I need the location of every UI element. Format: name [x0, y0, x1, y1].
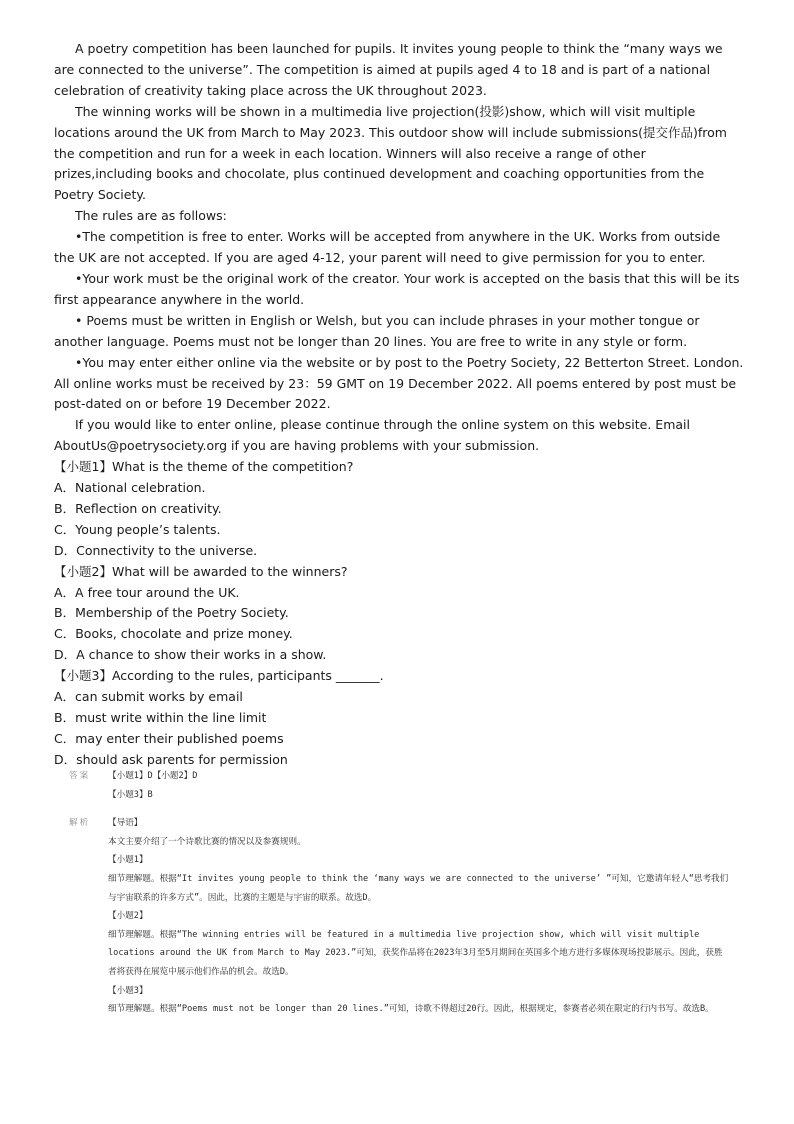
rule-item: • Poems must be written in English or Welsh, but you can include phrases in your mother tongue or another language. Poems must not be longer than 20 lines. You are free to write in any style or form. — [54, 312, 700, 349]
option-d: D．A chance to show their works in a show. — [54, 647, 327, 663]
analysis-label: 解析 — [69, 818, 91, 829]
option-b: B．Reflection on creativity. — [54, 500, 222, 516]
option-c: C．may enter their published poems — [54, 730, 284, 746]
option-b: B．must write within the line limit — [54, 710, 267, 725]
passage-paragraph: A poetry competition has been launched for pupils. It invites young people to think the “many ways we are connected to the universe”. The competition is aimed at pupils aged 4 to 18 and is part of a national celebration of creativity taking place across the UK throughout 2023. — [54, 41, 723, 98]
option-c: C．Young people’s talents. — [54, 521, 221, 537]
question-stem: 【小题3】According to the rules, participants _______. — [54, 668, 384, 684]
passage-paragraph: The rules are as follows: — [75, 208, 227, 224]
answer-line: 【小题3】B — [108, 789, 153, 800]
rule-item: •You may enter either online via the website or by post to the Poetry Society, 22 Betterton Street. London. All online works must be received by 23：59 GMT on 19 December 2022. All poems entered by post must be post-dated on or before 19 December 2022. — [54, 354, 744, 412]
analysis-block — [69, 814, 729, 1019]
rule-item: •Your work must be the original work of the creator. Your work is accepted on the basis that this will be its first appearance anywhere in the world. — [54, 270, 740, 307]
analysis-line: 【小题3】 — [108, 985, 148, 996]
analysis-line: 【小题2】 — [108, 911, 148, 922]
option-d: D．Connectivity to the universe. — [54, 542, 258, 558]
analysis-line: 细节理解题。根据“The winning entries will be featured in a multimedia live projection show, which will visit multiple locations around the UK from March to May 2023.”可知，获奖作品将在2023年3月至5月期间在英国多个地方进行多媒体现场投影展示。因此，获胜者将获得在展览中展示他们作品的机会。故选D。 — [108, 929, 723, 977]
option-a: A．National celebration. — [54, 480, 206, 496]
analysis-line: 【导语】 — [108, 818, 143, 829]
option-a: A．A free tour around the UK. — [54, 584, 240, 600]
question-1 — [54, 457, 744, 562]
option-c: C．Books, chocolate and prize money. — [54, 626, 293, 642]
answer-line: 【小题1】D【小题2】D — [108, 771, 198, 781]
answer-block — [69, 767, 729, 804]
analysis-line: 细节理解题。根据“Poems must not be longer than 20 lines.”可知，诗歌不得超过20行。因此，根据规定，参赛者必须在限定的行内书写。故选B。 — [108, 1004, 714, 1015]
reading-passage — [54, 39, 744, 457]
answer-section — [69, 767, 729, 1019]
question-stem: 【小题1】What is the theme of the competition? — [54, 459, 354, 475]
option-b: B．Membership of the Poetry Society. — [54, 605, 289, 621]
analysis-line: 细节理解题。根据“It invites young people to think the ‘many ways we are connected to the universe’ ”可知，它邀请年轻人“思考我们与宇宙联系的许多方式”。因此，比赛的主题是与宇宙的联系。故选D。 — [108, 873, 729, 903]
question-stem: 【小题2】What will be awarded to the winners? — [54, 563, 348, 579]
answer-label: 答案 — [69, 771, 91, 781]
analysis-line: 【小题1】 — [108, 855, 148, 866]
analysis-line: 本文主要介绍了一个诗歌比赛的情况以及参赛规则。 — [108, 836, 306, 847]
main-content — [54, 39, 744, 771]
rule-item: •The competition is free to enter. Works will be accepted from anywhere in the UK. Works from outside the UK are not accepted. If you are aged 4-12, your parent will need to give permission for you to enter. — [54, 229, 721, 266]
passage-paragraph: If you would like to enter online, please continue through the online system on this website. Email AboutUs@poetrysociety.org if you are having problems with your submission. — [54, 417, 690, 454]
option-d: D．should ask parents for permission — [54, 751, 288, 767]
passage-paragraph: The winning works will be shown in a multimedia live projection(投影)show, which will visit multiple locations around the UK from March to May 2023. This outdoor show will include submissions(提交作品)from the competition and run for a week in each location. Winners will also receive a range of other prizes,including books and chocolate, plus continued development and coaching opportunities from the Poetry Society. — [54, 103, 727, 203]
option-a: A．can submit works by email — [54, 689, 243, 705]
question-3 — [54, 666, 744, 771]
question-2 — [54, 562, 744, 667]
